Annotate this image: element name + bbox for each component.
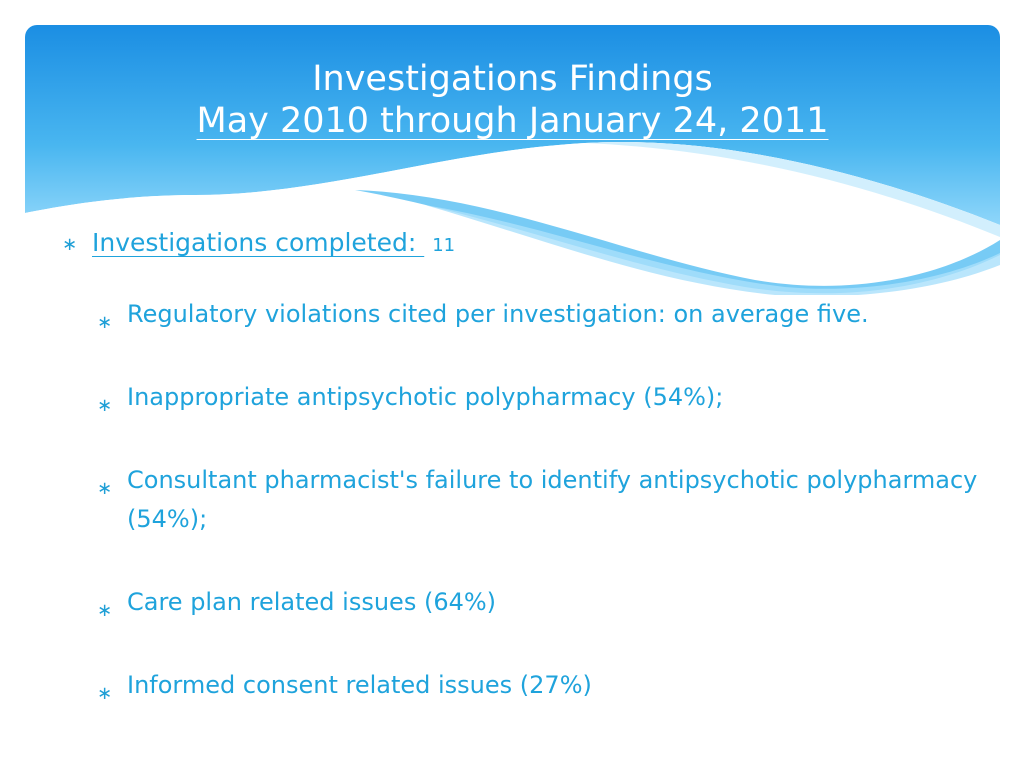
list-item-text: Care plan related issues (64%)	[127, 588, 497, 616]
list-item-text: Informed consent related issues (27%)	[127, 671, 592, 699]
list-item-text: Consultant pharmacist's failure to identify antipsychotic polypharmacy (54%);	[127, 466, 978, 533]
list-item	[60, 378, 980, 417]
list-item-text: Regulatory violations cited per investigation: on average five.	[127, 300, 869, 328]
bullet-asterisk-icon: ∗	[97, 395, 113, 416]
investigations-completed-value: 11	[432, 235, 456, 256]
slide-title	[25, 58, 1000, 142]
bullet-asterisk-icon: ∗	[97, 600, 113, 621]
list-item	[60, 666, 980, 705]
list-item	[60, 295, 980, 334]
list-item	[60, 461, 980, 539]
title-line-2: May 2010 through January 24, 2011	[196, 101, 829, 141]
bullet-asterisk-icon: ∗	[97, 312, 113, 333]
title-line-1: Investigations Findings	[312, 59, 713, 99]
list-item-investigations-completed	[60, 228, 980, 257]
bullet-asterisk-icon: ∗	[97, 478, 113, 499]
bullet-asterisk-icon: ∗	[62, 234, 78, 255]
investigations-completed-label: Investigations completed:	[92, 228, 425, 257]
list-item-text: Inappropriate antipsychotic polypharmacy (54%);	[127, 383, 724, 411]
bullet-list	[60, 228, 980, 749]
list-item	[60, 583, 980, 622]
bullet-asterisk-icon: ∗	[97, 683, 113, 704]
